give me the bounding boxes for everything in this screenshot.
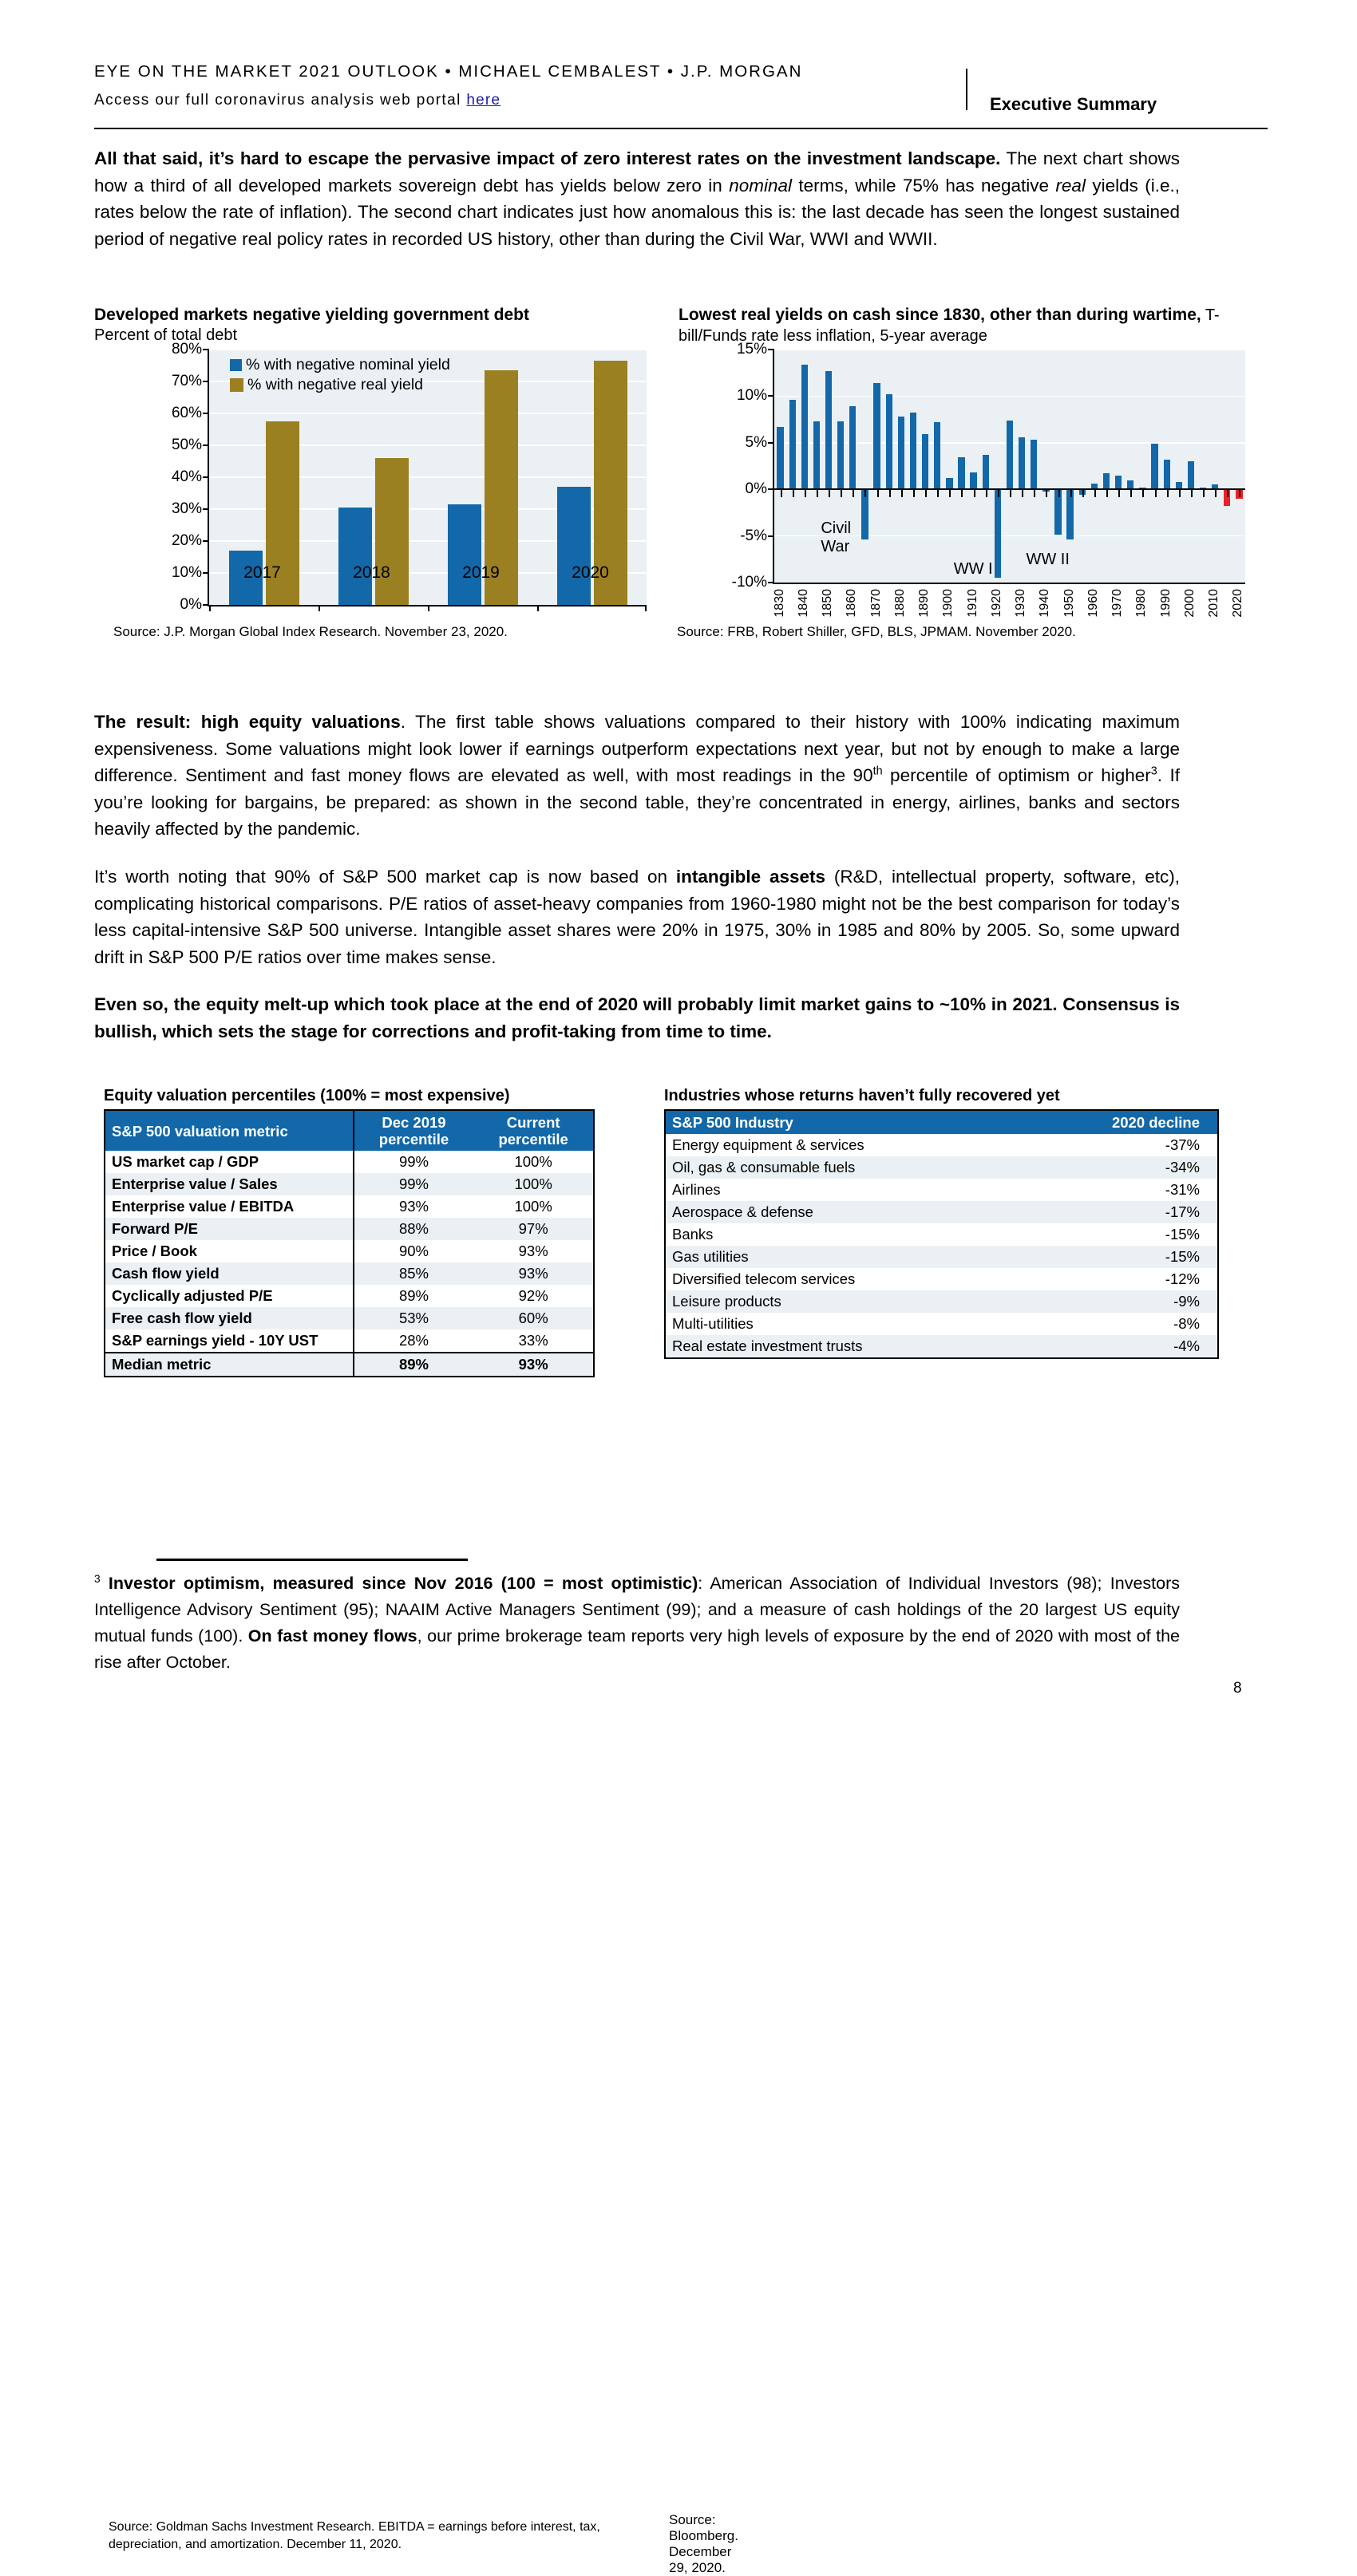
p3-a: It’s worth noting that 90% of S&P 500 market cap is now based on [94,867,676,887]
page-number: 8 [1233,1680,1242,1697]
chart2-x-tick [864,490,866,497]
chart2-x-tick [805,490,806,497]
chart2-bar [777,427,783,489]
table2-cell-decline: -4% [1173,1337,1200,1354]
chart2-title-bold: Lowest real yields on cash since 1830, other than during wartime, [678,306,1201,324]
chart2-x-tick-label: 1860 [845,589,859,618]
table-row [665,1246,1218,1268]
table1-cell-median-dec2019: 89% [354,1353,474,1377]
table-row [105,1307,594,1329]
chart2-annotation [1027,551,1070,569]
chart2-x-tick-label: 2010 [1207,589,1221,618]
chart2-x-tick-label: 1870 [868,589,883,618]
table2-source: Source: Bloomberg. December 29, 2020. [669,2512,738,2575]
table1-cell-current: 100% [514,1153,552,1170]
chart2-gridline [774,349,1245,350]
p1-c: yields (i.e., rates below the rate of inflation). The second chart indicates just how anomalous this is: the last decade has seen the longest sustained period of negative real policy rates in recorded US history, other than during the Civil War, WWI and WWII. [94,175,1180,249]
chart2-x-tick [901,490,903,497]
table2-cell-decline: -15% [1165,1248,1200,1265]
chart1-y-tick-label: 50% [171,437,202,453]
chart2-x-tick-label: 1990 [1158,589,1173,618]
table2-cell-industry: Leisure products [672,1293,781,1310]
chart2-x-tick [1167,490,1169,497]
chart2-bar [1031,440,1037,489]
chart2-bar [934,422,940,489]
industry-decline-table [664,1109,1219,1359]
table2-cell-industry: Oil, gas & consumable fuels [672,1159,856,1175]
chart2-x-tick [1094,490,1096,497]
table-row [105,1151,594,1173]
table2-cell-industry: Diversified telecom services [672,1270,856,1287]
table1-col-dec2019-l2: percentile [378,1131,449,1148]
table1-cell-current: 60% [518,1310,548,1326]
chart1-y-tick [203,476,209,478]
chart2-x-tick-label: 2020 [1231,589,1245,618]
table1-cell-metric: Free cash flow yield [112,1310,252,1326]
chart2-zero-line [774,488,1245,491]
chart1-y-tick-label: 60% [171,405,202,421]
table1-cell-current: 93% [518,1243,548,1259]
chart2-bar [1007,421,1013,489]
chart2-x-tick [937,490,939,497]
table2-col-industry: S&P 500 Industry [665,1110,1078,1134]
chart2-x-tick [1155,490,1157,497]
chart2-y-tick [768,349,774,350]
chart2-y-tick [768,442,774,444]
chart2-y-tick-label: 5% [745,433,767,451]
chart2-bar [849,406,856,489]
chart2-x-tick [1118,490,1120,497]
table2-cell-decline: -9% [1173,1293,1200,1310]
table2-cell-industry: Airlines [672,1181,721,1198]
chart1-y-tick-label: 30% [171,500,202,517]
chart2-x-tick [1215,490,1217,497]
table1-cell-metric: Enterprise value / EBITDA [112,1198,295,1215]
chart2-y-tick [768,582,774,583]
table2-cell-decline: -8% [1173,1315,1200,1332]
table-row [665,1201,1218,1223]
table1-source: Source: Goldman Sachs Investment Research. EBITDA = earnings before interest, tax, depreciation, and amortization. December 11, 2020. [109,2520,600,2551]
table-row [665,1156,1218,1179]
chart1-legend-item[interactable] [230,356,450,374]
chart-negative-yielding-debt [94,305,653,656]
chart2-bar [1164,460,1170,489]
chart1-x-tick [209,605,211,611]
chart1-y-tick-label: 10% [171,564,202,581]
table2-body [665,1134,1218,1358]
chart1-legend-label: % with negative real yield [247,376,424,393]
table-row [665,1134,1218,1156]
chart2-plot-area [731,341,1245,591]
chart2-bar [970,472,976,489]
table1-cell-dec2019: 53% [354,1307,474,1329]
chart2-x-tick [1070,490,1072,497]
chart2-x-tick [793,490,794,497]
table2-cell-decline: -17% [1165,1203,1200,1220]
table-row [105,1240,594,1262]
p1-a: The next chart shows how a third of all developed markets sovereign debt has yields below zero in [94,148,1180,196]
chart2-y-tick-label: -5% [740,527,767,544]
table1-col-current-l1: Current [506,1114,560,1131]
p4-lead: Even so, the equity melt-up which took place at the end of 2020 will probably limit market gains to ~10% in 2021. Consensus is bullish, which sets the stage for corrections and profit-taking from time to time. [94,994,1180,1041]
chart1-y-tick-label: 20% [171,532,202,549]
chart2-x-tick [1130,490,1132,497]
table1-cell-current: 97% [518,1220,548,1237]
paragraph-equity-valuations [94,709,1180,843]
chart2-x-tick [853,490,854,497]
chart1-y-tick [203,572,209,574]
table2-cell-industry: Real estate investment trusts [672,1337,863,1354]
table1-cell-metric: Enterprise value / Sales [112,1175,278,1192]
chart1-legend [230,356,450,396]
chart2-x-tick [998,490,999,497]
chart2-x-tick [1022,490,1023,497]
chart2-bar [837,421,844,489]
table-row [105,1329,594,1353]
chart1-y-tick [203,381,209,382]
chart2-bar [958,457,964,489]
chart2-x-tick-label: 1900 [941,589,955,618]
chart2-x-tick-label: 1880 [892,589,907,618]
p3-intangible: intangible assets [675,867,826,887]
chart2-x-tick [961,490,963,497]
chart1-y-tick [203,444,209,446]
table1-header-row [105,1110,594,1151]
table1-cell-metric: US market cap / GDP [112,1153,259,1170]
chart-real-yields-since-1830 [678,305,1269,656]
chart2-y-tick [768,395,774,397]
table-row [665,1223,1218,1246]
chart2-x-tick [781,490,782,497]
table1-cell-dec2019: 89% [354,1285,474,1307]
table1-cell-metric: Cash flow yield [112,1265,220,1282]
header-left [94,62,972,109]
table1-cell-dec2019: 28% [354,1329,474,1353]
chart1-y-tick-label: 80% [171,341,202,358]
footnote-a: : American Association of Individual Investors (98); Investors Intelligence Advisory Sentiment (95); NAAIM Active Managers Sentiment (99); and a measure of cash holdings of the 20 largest US equity mutual funds (100). [94,1574,1180,1646]
table1-cell-dec2019: 93% [354,1195,474,1218]
table2-cell-decline: -34% [1165,1159,1200,1175]
chart1-bar [448,504,481,605]
paragraph-melt-up [94,991,1180,1045]
table1-col-dec2019-l1: Dec 2019 [382,1114,446,1131]
chart2-annotation [821,520,851,556]
chart2-bar [922,434,928,489]
table1-cell-current: 92% [518,1287,548,1304]
header-rule [94,128,1268,129]
chart2-x-tick [1227,490,1228,497]
table1-cell-median-current: 93% [473,1353,594,1377]
section-label: Executive Summary [990,94,1157,114]
table1-head [105,1110,594,1151]
chart2-x-tick [889,490,891,497]
footnote-marker: 3 [94,1572,101,1585]
table2-cell-industry: Multi-utilities [672,1315,754,1332]
chart2-x-tick-label: 1840 [796,589,810,618]
chart2-bar [1103,473,1110,489]
table1-cell-metric: S&P earnings yield - 10Y UST [112,1332,318,1349]
table1-cell-median-label: Median metric [105,1353,354,1377]
table-row [105,1173,594,1195]
chart2-x-tick [925,490,927,497]
chart2-x-tick [949,490,951,497]
header-portal-line [94,92,972,109]
chart1-y-tick-label: 40% [171,468,202,485]
table1-cell-dec2019: 99% [354,1173,474,1195]
chart1-subtitle: Percent of total debt [94,326,238,344]
chart1-y-tick [203,349,209,350]
chart2-x-tick [877,490,879,497]
table1-total-row [105,1353,594,1377]
chart2-bar [825,371,832,489]
table2-cell-industry: Aerospace & defense [672,1203,813,1220]
footnote-bold-lead: Investor optimism, measured since Nov 2016 (100 = most optimistic) [100,1574,698,1593]
table2-cell-decline: -37% [1165,1136,1200,1153]
table-row [105,1218,594,1240]
table2-title: Industries whose returns haven’t fully recovered yet [664,1087,1060,1104]
chart2-bar [801,365,808,490]
chart2-x-tick-label: 1960 [1086,589,1100,618]
table1-cell-metric: Cyclically adjusted P/E [112,1287,273,1304]
chart2-x-tick [1046,490,1047,497]
chart2-x-tick-label: 1910 [965,589,979,618]
chart2-source: Source: FRB, Robert Shiller, GFD, BLS, JPMAM. November 2020. [677,624,1076,639]
chart2-bar [1115,476,1122,490]
chart1-x-tick [318,605,320,611]
chart1-x-label: 2018 [353,563,390,582]
table1-cell-dec2019: 88% [354,1218,474,1240]
chart2-annotation-line: WW I [953,559,993,578]
chart1-bar [557,487,591,605]
chart2-x-tick [1239,490,1240,497]
chart2-x-tick [1179,490,1181,497]
table2-cell-decline: -15% [1165,1226,1200,1243]
chart2-bar [1019,437,1025,489]
chart2-x-tick [1142,490,1144,497]
table1-cell-current: 100% [514,1198,552,1215]
chart1-legend-swatch [230,378,243,392]
chart2-gridline [774,396,1245,397]
p1-b: terms, while 75% has negative [792,175,1056,196]
table1-col-current-l2: percentile [498,1131,568,1148]
chart1-legend-item[interactable] [230,376,450,394]
chart2-bar [813,421,820,489]
footnote-b: , our prime brokerage team reports very high levels of exposure by the end of 2020 with most of the rise after October. [94,1626,1180,1672]
p1-lead: All that said, it’s hard to escape the pervasive impact of zero interest rates on the investment landscape. [94,148,1001,168]
chart2-x-tick-label: 1830 [772,589,786,618]
chart1-source: Source: J.P. Morgan Global Index Research. November 23, 2020. [113,624,508,639]
chart2-x-tick-label: 2000 [1182,589,1197,618]
chart2-x-tick-label: 1970 [1110,589,1125,618]
paragraph-intangibles [94,863,1180,970]
chart2-x-tick-label: 1890 [917,589,932,618]
chart2-x-tick [1034,490,1035,497]
table1-cell-current: 100% [514,1175,552,1192]
table-row [665,1179,1218,1201]
paragraph-intro [94,145,1180,252]
table1-body [105,1151,594,1377]
table-row [665,1335,1218,1358]
chart2-y-tick-label: 15% [736,341,767,358]
table1-cell-current: 93% [518,1265,548,1282]
chart2-y-tick [768,488,774,490]
chart2-x-tick [1010,490,1011,497]
p2-c: . If you’re looking for bargains, be prepared: as shown in the second table, they’re concentrated in energy, airlines, banks and sectors heavily affected by the pandemic. [94,765,1180,839]
chart1-x-label: 2017 [243,563,281,582]
chart1-legend-swatch [230,359,242,371]
table2-header-row [665,1110,1218,1134]
coronavirus-portal-link[interactable]: here [466,92,501,109]
chart2-bar [898,417,904,489]
chart2-bar [789,400,796,489]
table1-cell-current: 33% [518,1332,548,1349]
chart2-x-tick [841,490,842,497]
chart2-x-tick [1191,490,1193,497]
chart2-bar [873,383,880,489]
table1-col-current [473,1110,594,1151]
chart2-x-tick-label: 1930 [1014,589,1028,618]
chart2-x-tick [974,490,975,497]
table2-head [665,1110,1218,1134]
p1-real: real [1055,175,1086,196]
chart1-title: Developed markets negative yielding government debt [94,306,529,324]
chart2-x-tick [1082,490,1084,497]
chart2-x-tick-label: 1940 [1038,589,1052,618]
chart1-y-tick [203,508,209,510]
chart2-y-tick-label: 0% [745,480,767,498]
table1-col-dec2019 [354,1110,474,1151]
footnote-bold-2: On fast money flows [247,1626,417,1646]
chart2-x-tick-label: 1950 [1062,589,1076,618]
chart2-x-tick [1106,490,1108,497]
equity-valuation-table [104,1109,595,1377]
chart1-y-tick [203,604,209,606]
chart2-x-tick-label: 1850 [821,589,835,618]
chart1-bar [338,508,372,605]
chart2-x-tick [986,490,987,497]
chart2-annotation-line: WW II [1026,551,1070,569]
chart1-x-label: 2020 [572,563,609,582]
chart1-gridline [209,349,647,350]
chart2-bar [983,455,989,489]
table-row [665,1268,1218,1290]
table1-cell-metric: Forward P/E [112,1220,198,1237]
portal-text: Access our full coronavirus analysis web portal [94,92,467,109]
table-row [665,1313,1218,1335]
chart2-x-tick-label: 1980 [1134,589,1149,618]
chart2-bar [886,394,892,489]
chart1-y-tick [203,413,209,414]
chart2-title-rest: T-bill/Funds rate less inflation, 5-year average [678,306,1220,345]
chart1-y-tick-label: 0% [180,596,202,613]
chart1-x-tick [645,605,647,611]
chart2-bar [995,489,1001,578]
table1-cell-dec2019: 85% [354,1262,474,1285]
footnote-ref-3[interactable]: 3 [1150,765,1157,778]
table1-cell-dec2019: 90% [354,1240,474,1262]
chart2-bar [1151,444,1157,489]
chart2-y-tick [768,535,774,537]
p2-lead: The result: high equity valuations [94,712,401,732]
section-label-wrap [966,69,1157,114]
footnote-3 [94,1570,1180,1676]
table-row [105,1262,594,1285]
p3-b: (R&D, intellectual property, software, etc), complicating historical comparisons. P/E ratios of asset-heavy companies from 1960-1980 might not be the best comparison for today’s less capital-intensive S&P 500 universe. Intangible asset shares were 20% in 1975, 30% in 1985 and 80% by 2005. So, some upward drift in S&P 500 P/E ratios over time makes sense. [94,867,1180,967]
chart2-x-tick [1058,490,1060,497]
p2-b: percentile of optimism or higher [882,765,1151,785]
chart2-x-tick [829,490,830,497]
chart1-gridline [209,413,647,414]
chart2-x-tick-label: 1920 [989,589,1003,618]
chart1-x-label: 2019 [462,563,500,582]
footnote-separator [156,1559,468,1561]
chart1-y-tick-label: 70% [171,373,202,389]
p2-a: . The first table shows valuations compared to their history with 100% indicating maximum expensiveness. Some valuations might look lower if earnings outperform expectations next year, but not by enough to make a large difference. Sentiment and fast money flows are elevated as well, with most readings in the 90 [94,712,1180,785]
chart2-y-tick-label: 10% [736,387,767,405]
table-row [105,1195,594,1218]
chart1-x-tick [537,605,539,611]
table2-cell-industry: Energy equipment & services [672,1136,864,1153]
table2-cell-decline: -12% [1165,1270,1200,1287]
table-row [105,1285,594,1307]
chart2-bar [1188,461,1194,489]
p2-ordinal-sup: th [872,765,883,778]
chart1-y-tick [203,540,209,542]
chart2-annotation-line: Civil [821,519,852,537]
chart2-x-tick [817,490,818,497]
table2-cell-industry: Gas utilities [672,1248,749,1265]
table2-cell-industry: Banks [672,1226,714,1243]
publication-title: EYE ON THE MARKET 2021 OUTLOOK • MICHAEL CEMBALEST • J.P. MORGAN [94,62,803,81]
table-row [665,1290,1218,1313]
table1-col-metric [105,1110,354,1151]
table2-cell-decline: -31% [1165,1181,1200,1198]
chart2-bar [910,413,916,489]
p1-nominal: nominal [729,175,792,196]
chart2-annotation [954,560,993,579]
table1-col-metric-label: S&P 500 valuation metric [112,1122,288,1140]
table1-cell-metric: Price / Book [112,1243,197,1259]
chart2-x-tick [913,490,915,497]
chart1-legend-label: % with negative nominal yield [246,356,450,373]
table2-col-decline: 2020 decline [1078,1110,1218,1134]
chart1-bar [375,458,409,605]
chart2-annotation-line: War [821,537,850,555]
table1-cell-dec2019: 99% [354,1151,474,1173]
chart2-y-tick-label: -10% [731,574,767,591]
chart1-x-tick [428,605,429,611]
table1-title: Equity valuation percentiles (100% = most expensive) [104,1087,510,1104]
chart2-x-tick [1203,490,1205,497]
